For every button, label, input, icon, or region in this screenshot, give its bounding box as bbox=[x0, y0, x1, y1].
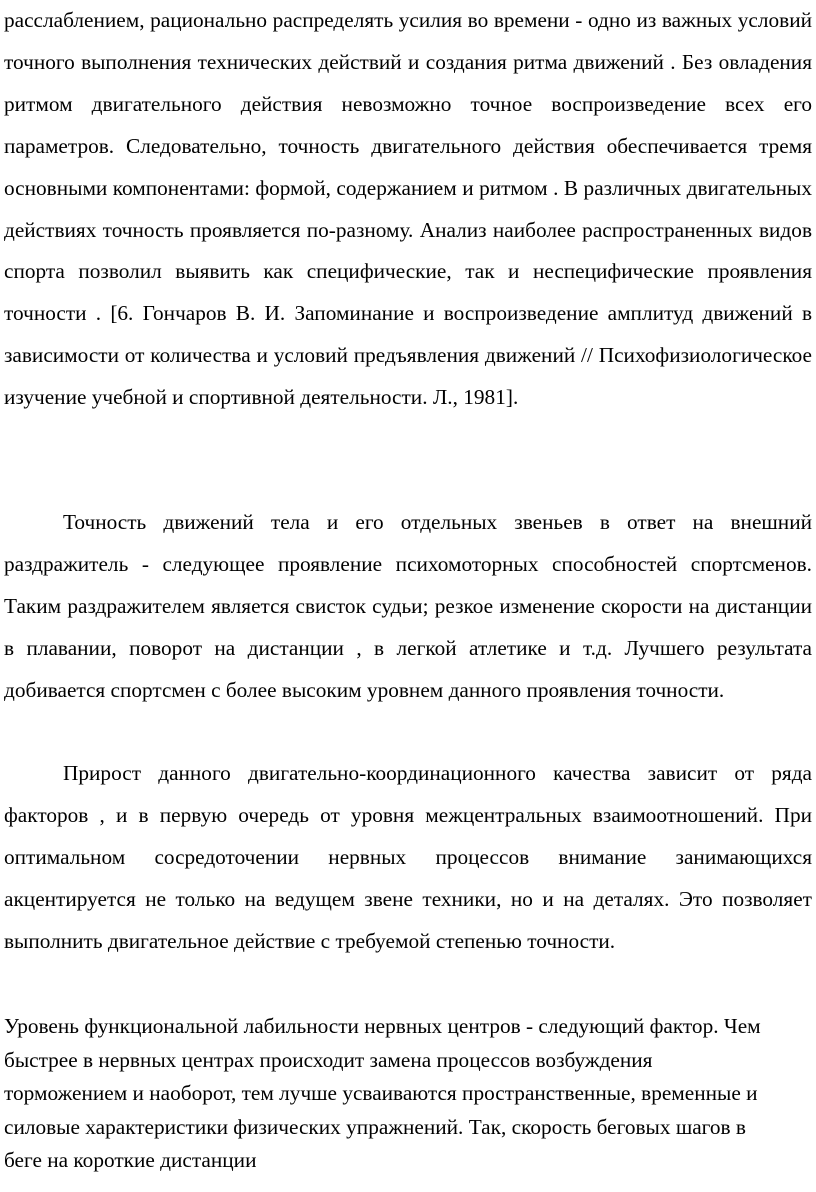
paragraph-response-accuracy: Точность движений тела и его отдельных звеньев в ответ на внешний раздражитель - следующее проявление психомоторных способностей спортсменов. Таким раздражителем является свисток судьи; резкое изменение скорости на дистанции в плавании, поворот на дистанции , в легкой атлетике и т.д. Лучшего результата добивается спортсмен с более высоким уровнем данного проявления точности. bbox=[4, 510, 812, 702]
paragraph-nervous-lability: Уровень функциональной лабильности нервных центров - следующий фактор. Чем быстрее в нервных центрах происходит замена процессов возбуждения торможением и наоборот, тем лучше усваиваются пространственные, временные и силовые характеристики физических упражнений. Так, скорость беговых шагов в беге на короткие дистанции bbox=[4, 1014, 761, 1172]
paragraph-rhythm-accuracy: расслаблением, рационально распределять усилия во времени - одно из важных условий точного выполнения технических действий и создания ритма движений . Без овладения ритмом двигательного действия невозможно точное воспроизведение всех его параметров. Следовательно, точность двигательного действия обеспечивается тремя основными компонентами: формой, содержанием и ритмом . В различных двигательных действиях точность проявляется по-разному. Анализ наиболее распространенных видов спорта позволил выявить как специфические, так и неспецифические проявления точности . [6. Гончаров В. И. Запоминание и воспроизведение амплитуд движений в зависимости от количества и условий предъявления движений // Психофизиологическое изучение учебной и спортивной деятельности. Л., 1981]. bbox=[4, 8, 812, 410]
paragraph-coordination-factors: Прирост данного двигательно-координационного качества зависит от ряда факторов , и в первую очередь от уровня межцентральных взаимоотношений. При оптимальном сосредоточении нервных процессов внимание занимающихся акцентируется не только на ведущем звене техники, но и на деталях. Это позволяет выполнить двигательное действие с требуемой степенью точности. bbox=[4, 761, 812, 953]
